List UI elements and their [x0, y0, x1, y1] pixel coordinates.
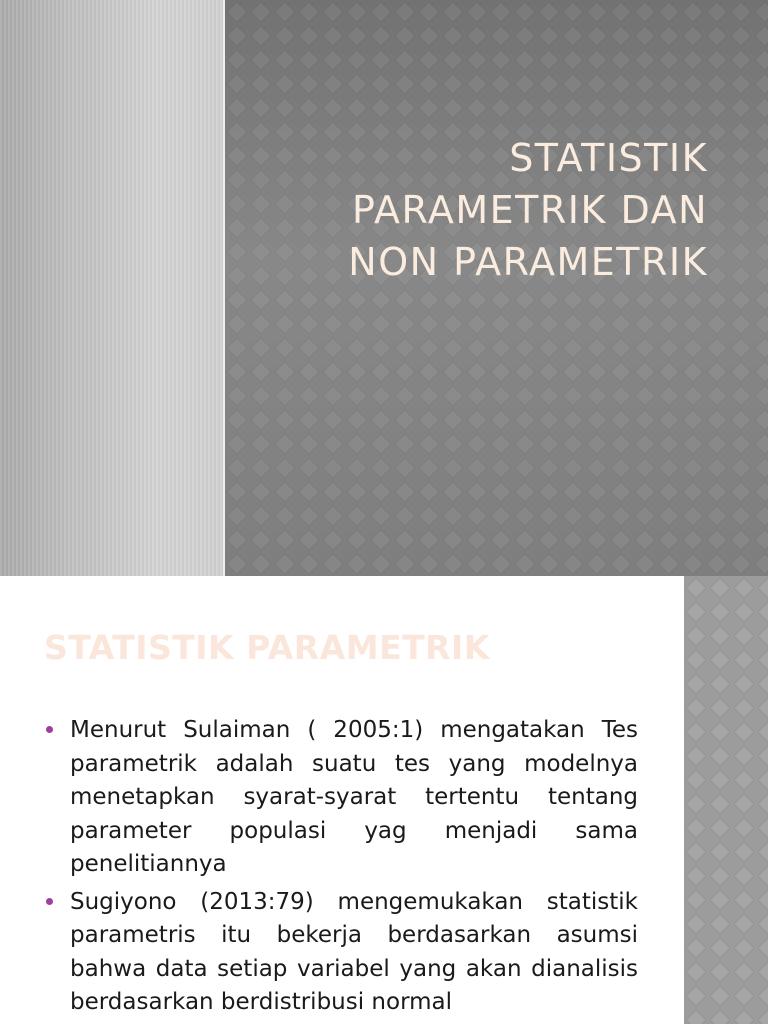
- title-line-3: NON PARAMETRIK: [348, 240, 708, 284]
- bullet-dot-icon: [46, 726, 53, 733]
- slide-title: [268, 132, 708, 288]
- section-heading: STATISTIK PARAMETRIK: [44, 628, 490, 667]
- bullet-item: [44, 714, 638, 882]
- bullet-dot-icon: [46, 898, 53, 905]
- title-line-1: STATISTIK: [509, 136, 708, 180]
- title-line-2: PARAMETRIK DAN: [352, 188, 708, 232]
- right-decorative-strip: [684, 576, 768, 1024]
- bullet-list: [44, 714, 638, 1024]
- content-slide: [0, 576, 768, 1024]
- diamond-pattern-strip: [684, 576, 768, 1024]
- bullet-text: Menurut Sulaiman ( 2005:1) mengatakan Tes parametrik adalah suatu tes yang modelnya menetapkan syarat-syarat tertentu tentang parameter populasi yag menjadi sama penelitiannya: [70, 717, 638, 877]
- left-decorative-panel: [0, 0, 224, 576]
- bullet-text: Sugiyono (2013:79) mengemukakan statistik parametris itu bekerja berdasarkan asumsi bahwa data setiap variabel yang akan dianalisis berdasarkan berdistribusi normal: [70, 888, 638, 1015]
- right-title-panel: [225, 0, 768, 576]
- diamond-pattern: [225, 0, 768, 576]
- bullet-item: [44, 886, 638, 1020]
